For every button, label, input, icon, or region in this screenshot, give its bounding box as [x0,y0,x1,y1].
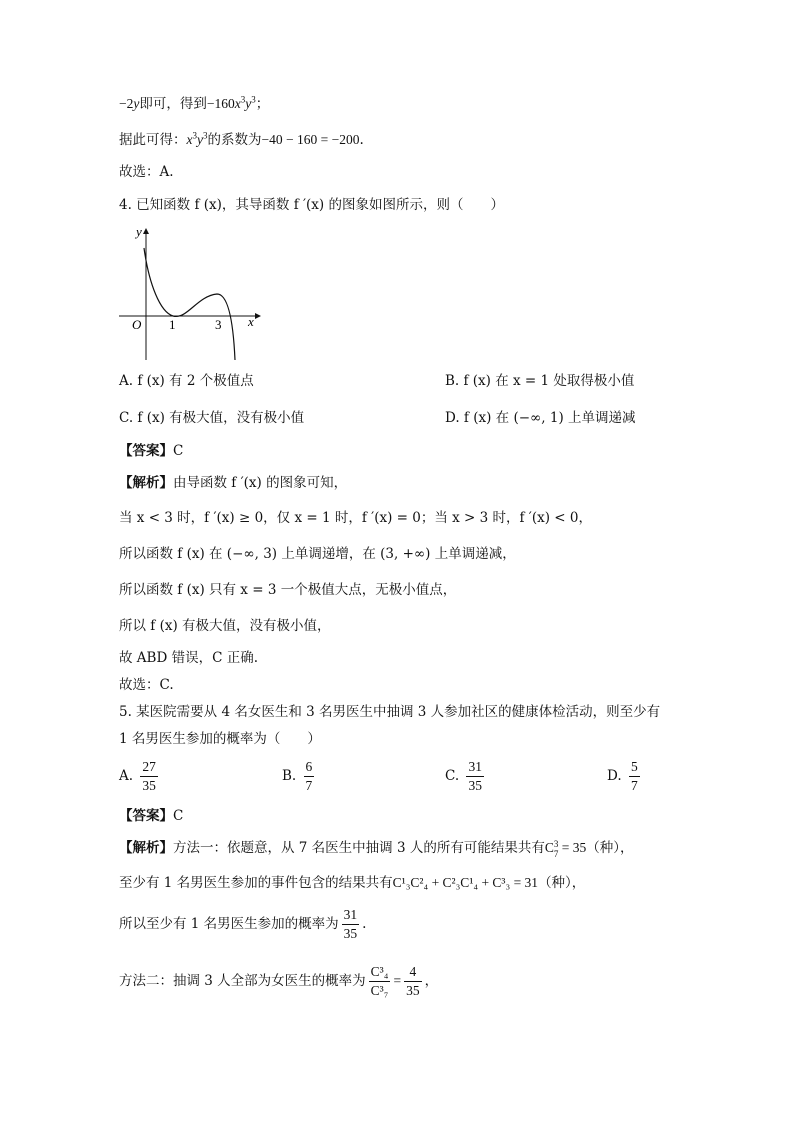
text: = 35（种）， [558,840,634,855]
denominator: 35 [142,778,156,793]
text: 至少有 1 名男医生参加的事件包含的结果共有 [119,875,393,891]
expr: y [197,132,203,147]
question-4-stem: 4. 已知函数 f (x)，其导函数 f ′(x) 的图象如图所示，则（ ） [119,197,504,213]
text: 所以至少有 1 名男医生参加的概率为 [119,916,339,932]
answer-tag: 【答案】 [119,808,173,824]
text: 方法一：依题意，从 7 名医生中抽调 3 人的所有可能结果共有 [173,840,545,856]
answer-tag: 【答案】 [119,443,173,459]
tick-label-1: 1 [169,317,176,332]
option-label: D. [607,768,622,784]
text: . [359,132,364,148]
expr: y [245,96,252,111]
analysis-4-line-1 [119,473,347,493]
exponent: 3 [251,94,256,105]
fraction [342,906,360,943]
answer-4 [119,441,183,461]
denominator: 7 [305,778,313,793]
equals-sign: = [393,973,402,988]
numerator: 4 [404,963,422,982]
derivative-curve [144,248,235,360]
text-line-3: 故选：A. [119,164,174,180]
expr: x [234,96,241,111]
expr: x [186,132,193,147]
q5-option-D [607,758,643,795]
text: 据此可得： [119,132,187,148]
text: ， [424,973,439,989]
superscript: 3 [553,838,559,849]
option-A: A. f (x) 有 2 个极值点 [119,373,254,389]
analysis-4-line-4: 所以函数 f (x) 只有 x = 3 一个极值大点，无极小值点， [119,582,457,598]
text: 的系数为 [207,132,262,148]
expr: y [133,96,140,111]
denominator: 35 [468,778,482,793]
exponent: 3 [203,130,208,141]
fraction [404,963,422,1000]
y-label: y [136,224,142,239]
fraction [629,758,640,795]
answer-5 [119,806,183,826]
text-line-1 [119,94,269,114]
x-axis-arrow [255,313,261,319]
option-label: C. [445,768,460,784]
derivative-graph-svg [115,224,265,364]
analysis-4-line-5: 所以 f (x) 有极大值，没有极小值， [119,618,331,634]
answer-value: C [173,443,184,459]
text: 即可，得到 [139,96,207,112]
fraction [140,758,158,795]
x-label: x [248,314,254,329]
expr: −160 [206,96,235,111]
expr: −40 − 160 = −200 [261,132,360,147]
subscript: 7 [553,848,559,859]
numerator: 31 [342,906,360,925]
analysis-tag: 【解析】 [119,475,173,491]
derivative-graph [115,224,265,368]
option-B: B. f (x) 在 x = 1 处取得极小值 [445,373,635,389]
text: 方法二：抽调 3 人全部为女医生的概率为 [119,973,366,989]
denominator: 35 [343,926,358,941]
option-label: A. [119,768,134,784]
question-5-line-1: 5. 某医院需要从 4 名女医生和 3 名男医生中抽调 3 人参加社区的健康体检活动，则至少有 [119,704,661,720]
expr: −2 [119,96,134,111]
text: . [362,916,367,932]
y-axis-arrow [143,228,149,234]
numerator: 5 [629,758,640,777]
origin-label: O [132,317,142,332]
analysis-4-line-7: 故选：C. [119,677,174,693]
q5-option-A [119,758,161,795]
combination-symbol: C [544,840,554,855]
analysis-4-line-3: 所以函数 f (x) 在 (−∞, 3) 上单调递增，在 (3, +∞) 上单调递减， [119,546,516,562]
option-D: D. f (x) 在 (−∞, 1) 上单调递减 [445,410,636,426]
fraction [369,963,391,1000]
analysis-5-line-1 [119,838,633,859]
analysis-5-line-4 [119,963,438,1000]
text: （种）， [538,875,586,891]
analysis-tag: 【解析】 [119,840,173,856]
q5-option-C [445,758,487,795]
numerator: 27 [140,758,158,777]
text-line-2 [119,130,364,150]
exponent: 3 [240,94,246,105]
q5-option-B [282,758,317,795]
numerator: 31 [466,758,484,777]
answer-value: C [173,808,184,824]
numerator: C³₄ [369,963,391,982]
denominator: 35 [406,983,420,998]
text: 由导函数 f ′(x) 的图象可知， [173,475,348,491]
option-label: B. [282,768,297,784]
numerator: 6 [304,758,315,777]
analysis-5-line-2 [119,873,585,893]
tick-label-3: 3 [215,317,222,332]
fraction [466,758,484,795]
exponent: 3 [192,130,197,141]
text: ； [255,96,270,112]
analysis-4-line-6: 故 ABD 错误，C 正确. [119,650,258,666]
question-5-line-2: 1 名男医生参加的概率为（ ） [119,731,321,747]
option-C: C. f (x) 有极大值，没有极小值 [119,410,305,426]
analysis-5-line-3 [119,906,366,943]
denominator: C³₇ [370,983,389,998]
denominator: 7 [630,778,638,793]
fraction [304,758,315,795]
combination-sum: C¹₃C²₄ + C²₃C¹₄ + C³₃ = 31 [392,875,539,890]
analysis-4-line-2: 当 x < 3 时，f ′(x) ≥ 0，仅 x = 1 时，f ′(x) = 0；当 x > 3 时，f ′(x) < 0， [119,510,592,526]
